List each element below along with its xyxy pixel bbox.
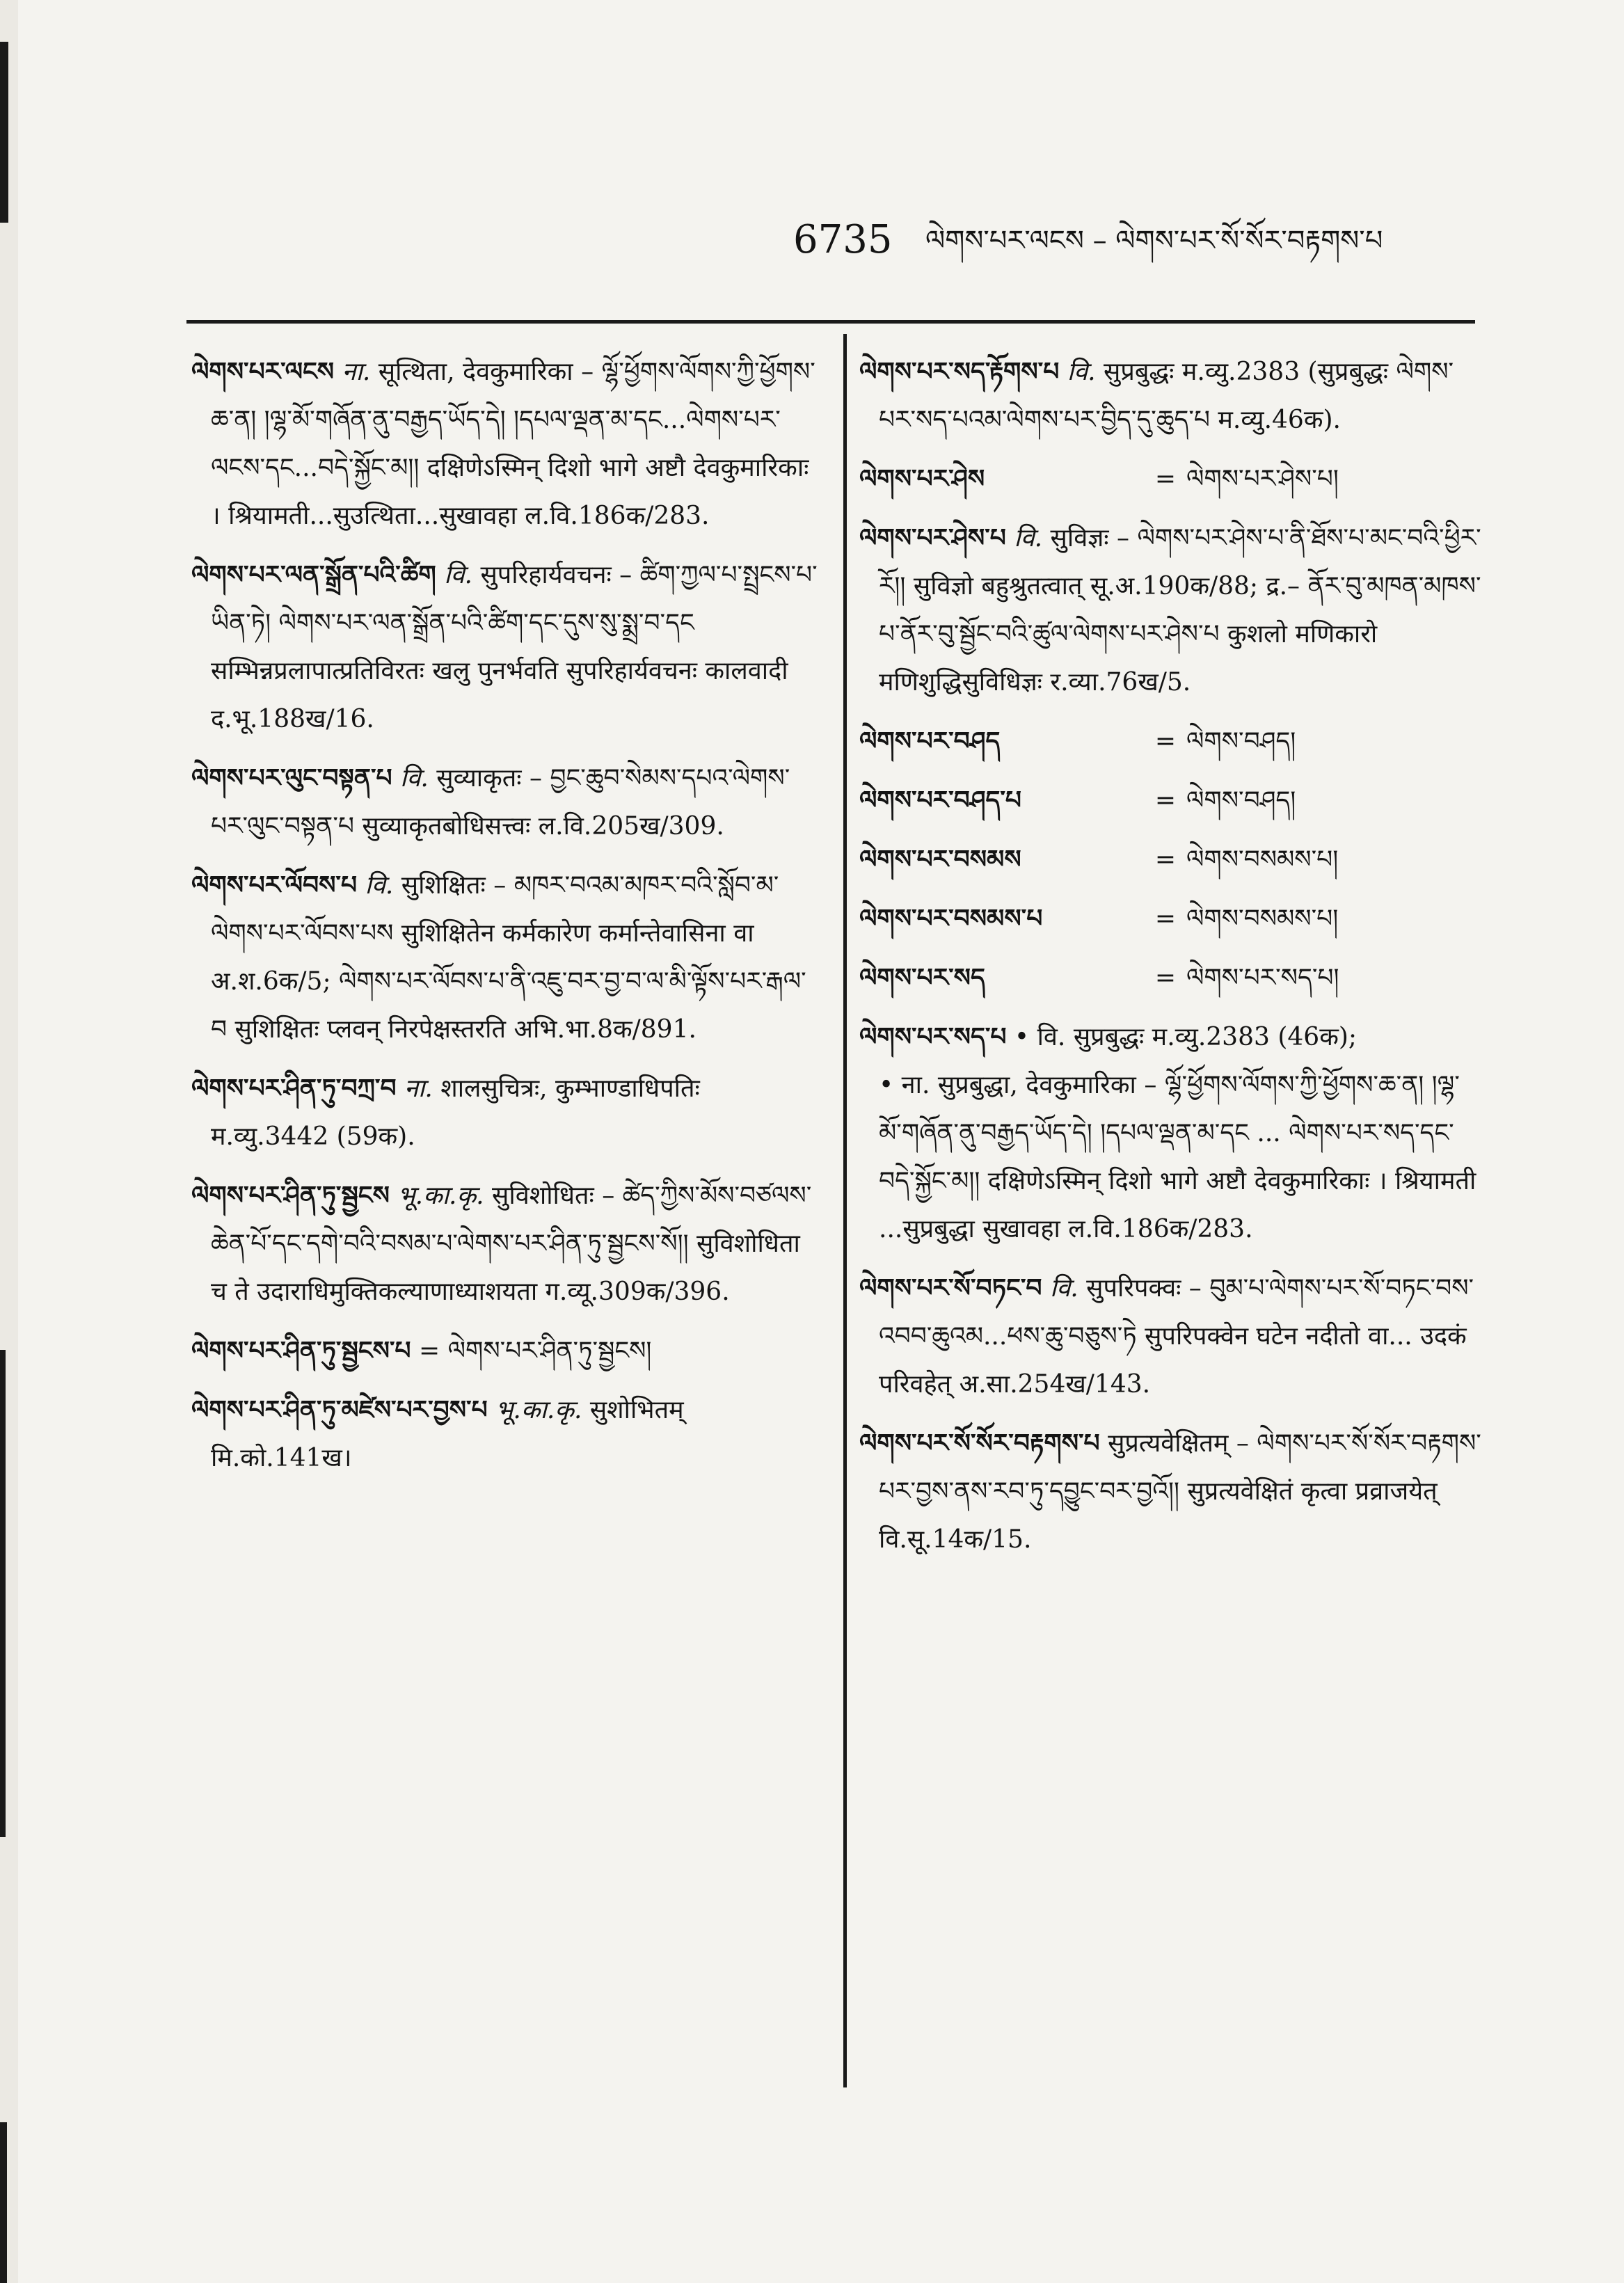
- entry-body: सुविशोधितः – ཚེད་ཀྱིས་མོས་བཙལས་ཆེན་པོ་དང་དགེ་བའི་བསམ་པ་ལེགས་པར་ཤིན་ཏུ་སྦྱངས་སོ།། सुविशोधिता च ते उदाराधिमुक्तिकल्याणाध्याशयता ग.व्यू.309क/396.: [211, 1182, 812, 1306]
- page-number: 6735: [793, 217, 893, 262]
- cross-reference-entry: [859, 836, 1482, 884]
- dictionary-entry: [191, 754, 821, 850]
- entry-grammar: ना.: [342, 358, 371, 386]
- entry-headword: ལེགས་པར་ལན་སྒྲོན་པའི་ཚིག: [191, 560, 436, 589]
- cross-reference-entry: [859, 777, 1482, 825]
- entry-grammar: वि.: [400, 764, 429, 793]
- dictionary-entry: [191, 1386, 821, 1482]
- xref-headword: ལེགས་པར་བཤད: [859, 726, 1001, 756]
- right-column: [859, 348, 1482, 1575]
- left-column: [191, 348, 821, 1493]
- xref-equals: =: [1154, 845, 1177, 874]
- binding-mark: [0, 2122, 7, 2283]
- running-head: ལེགས་པར་ལངས – ལེགས་པར་སོ་སོར་བརྟགས་པ: [925, 225, 1383, 257]
- xref-target: ལེགས་བསམས་པ།: [1186, 845, 1339, 874]
- xref-target: ལེགས་བསམས་པ།: [1186, 905, 1339, 933]
- entry-headword: ལེགས་པར་ཤིན་ཏུ་བཀྲ་བ: [191, 1074, 397, 1103]
- dictionary-entry: [859, 1013, 1482, 1253]
- entry-grammar: वि.: [1049, 1274, 1078, 1303]
- dictionary-entry: [859, 348, 1482, 444]
- cross-reference-entry: [859, 954, 1482, 1002]
- entry-grammar: ना.: [404, 1074, 433, 1103]
- entry-body: सुशोभितम् मि.को.141ख।: [211, 1396, 684, 1472]
- xref-equals: =: [1154, 465, 1177, 493]
- column-divider: [843, 334, 847, 2087]
- entry-headword: ལེགས་པར་ལངས: [191, 357, 335, 386]
- dictionary-entry: [859, 514, 1482, 706]
- entry-grammar: वि.: [444, 561, 473, 589]
- entry-body: सुपरिहार्यवचनः – ཚིག་ཀྱལ་པ་སྤྲངས་པ་ཡིན་ཏེ། ལེགས་པར་ལན་སྒྲོན་པའི་ཚིག་དང་དུས་སུ་སྨྲ་བ་དང सम्भिन्नप्रलापात्प्रतिविरतः खलु पुनर्भवति सुपरिहार्यवचनः कालवादी द.भू.188ख/16.: [211, 561, 818, 733]
- dictionary-entry: [191, 1327, 821, 1375]
- xref-equals: =: [1154, 727, 1177, 756]
- entry-headword: ལེགས་པར་སད་པ: [859, 1022, 1007, 1051]
- xref-headword: ལེགས་པར་བཤད་པ: [859, 786, 1021, 815]
- xref-target: ལེགས་བཤད།: [1186, 786, 1296, 815]
- xref-target: ལེགས་པར་ཤེས་པ།: [1186, 465, 1339, 493]
- entry-body: सूत्थिता, देवकुमारिका – ལྷོ་ཕྱོགས་ལོགས་ཀྱི་ཕྱོགས་ཆ་ན། །ལྷ་མོ་གཞོན་ནུ་བརྒྱད་ཡོད་དེ། །དཔལ་ལྡན་མ་དང...ལེགས་པར་ལངས་དང...བདེ་སྐྱོང་མ།། दक्षिणेऽस्मिन् दिशो भागे अष्टौ देवकुमारिकाः । श्रियामती...सुउत्थिता...सुखावहा ल.वि.186क/283.: [211, 358, 815, 530]
- xref-target: ལེགས་པར་སད་པ།: [1186, 964, 1339, 992]
- entry-body: • वि. सुप्रबुद्धः म.व्यु.2383 (46क); • ना. सुप्रबुद्धा, देवकुमारिका – ལྷོ་ཕྱོགས་ལོགས་ཀྱི་ཕྱོགས་ཆ་ན། །ལྷ་མོ་གཞོན་ནུ་བརྒྱད་ཡོད་དེ། །དཔལ་ལྡན་མ་དང ... ལེགས་པར་སད་དང་བདེ་སྐྱོང་མ།། दक्षिणेऽस्मिन् दिशो भागे अष्टौ देवकुमारिकाः । श्रियामती ...सुप्रबुद्धा सुखावहा ल.वि.186क/283.: [879, 1023, 1476, 1243]
- xref-target: ལེགས་བཤད།: [1186, 727, 1296, 756]
- cross-reference-entry: [859, 895, 1482, 943]
- dictionary-entry: [191, 551, 821, 743]
- xref-equals: =: [1154, 905, 1177, 933]
- header-rule: [186, 320, 1475, 324]
- entry-body: = ལེགས་པར་ཤིན་ཏུ་སྦྱངས།: [411, 1337, 652, 1365]
- entry-body: सुपरिपक्वः – བུམ་པ་ལེགས་པར་སོ་བཏང་བས་འབབ་ཆུའམ...ཕས་ཆུ་བཅུས་ཏེ सुपरिपक्वेन घटेन नदीतो वा... उदकं परिवहेत् अ.सा.254ख/143.: [879, 1274, 1474, 1399]
- entry-grammar: वि.: [1067, 358, 1096, 386]
- entry-grammar: भू.का.कृ.: [495, 1396, 582, 1424]
- entry-headword: ལེགས་པར་སོ་སོར་བརྟགས་པ: [859, 1429, 1100, 1458]
- entry-headword: ལེགས་པར་ཤིན་ཏུ་སྦྱངས: [191, 1181, 390, 1210]
- xref-headword: ལེགས་པར་ཤེས: [859, 464, 985, 493]
- binding-edge: [0, 0, 18, 2283]
- xref-headword: ལེགས་པར་བསམས་པ: [859, 904, 1043, 933]
- entry-headword: ལེགས་པར་ཤེས་པ: [859, 523, 1006, 552]
- entry-grammar: वि.: [365, 871, 394, 900]
- xref-headword: ལེགས་པར་བསམས: [859, 845, 1021, 874]
- dictionary-entry: [859, 1264, 1482, 1408]
- entry-headword: ལེགས་པར་ལོབས་པ: [191, 870, 358, 900]
- entry-headword: ལེགས་པར་ལུང་བསྟན་པ: [191, 763, 392, 793]
- cross-reference-entry: [859, 717, 1482, 765]
- binding-mark: [0, 1350, 6, 1837]
- xref-equals: =: [1154, 786, 1177, 815]
- xref-equals: =: [1154, 964, 1177, 992]
- dictionary-entry: [191, 861, 821, 1053]
- entry-grammar: वि.: [1014, 524, 1043, 552]
- dictionary-entry: [191, 1172, 821, 1316]
- page-header: [188, 212, 1475, 268]
- entry-headword: ལེགས་པར་ཤིན་ཏུ་སྦྱངས་པ: [191, 1336, 411, 1365]
- entry-headword: ལེགས་པར་ཤིན་ཏུ་མཛེས་པར་བྱས་པ: [191, 1395, 488, 1424]
- entry-body: शालसुचित्रः, कुम्भाण्डाधिपतिः म.व्यु.3442 (59क).: [211, 1074, 700, 1151]
- entry-headword: ལེགས་པར་སོ་བཏང་བ: [859, 1273, 1042, 1303]
- entry-body: सुप्रबुद्धः म.व्यु.2383 (सुप्रबुद्धः ལེགས་པར་སད་པའམ་ལེགས་པར་བྱིད་དུ་ཆུད་པ म.व्यु.46क).: [879, 358, 1454, 434]
- entry-grammar: भू.का.कृ.: [397, 1182, 484, 1210]
- binding-mark: [0, 42, 8, 223]
- dictionary-entry: [859, 1419, 1482, 1564]
- entry-body: सुशिक्षितः – མཁར་བའམ་མཁར་བའི་སློབ་མ་ལེགས་པར་ལོབས་པས सुशिक्षितेन कर्मकारेण कर्मान्तेवासिना वा अ.श.6क/5; ལེགས་པར་ལོབས་པ་ནི་འཇུ་བར་བྱ་བ་ལ་མི་ལྟོས་པར་རྒལ་བ सुशिक्षितः प्लवन् निरपेक्षस्तरति अभि.भा.8क/891.: [211, 871, 806, 1044]
- dictionary-entry: [191, 348, 821, 540]
- dictionary-entry: [191, 1065, 821, 1161]
- entry-body: सुव्याकृतः – བྱང་ཆུབ་སེམས་དཔའ་ལེགས་པར་ལུང་བསྟན་པ सुव्याकृतबोधिसत्त्वः ल.वि.205ख/309.: [211, 764, 790, 841]
- entry-headword: ལེགས་པར་སད་རྟོགས་པ: [859, 357, 1060, 386]
- entry-body: सुविज्ञः – ལེགས་པར་ཤེས་པ་ནི་ཐོས་པ་མང་བའི་ཕྱིར་རོ།། सुविज्ञो बहुश्रुतत्वात् सू.अ.190क/88; द्र.– ནོར་བུ་མཁན་མཁས་པ་ནོར་བུ་སྦྱོང་བའི་ཚུལ་ལེགས་པར་ཤེས་པ कुशलो मणिकारो मणिशुद्धिसुविधिज्ञः र.व्या.76ख/5.: [879, 524, 1481, 697]
- entry-body: सुप्रत्यवेक्षितम् – ལེགས་པར་སོ་སོར་བརྟགས་པར་བྱས་ནས་རབ་ཏུ་དབྱུང་བར་བྱའོ།། सुप्रत्यवेक्षितं कृत्वा प्रव्राजयेत् वि.सू.14क/15.: [879, 1429, 1481, 1554]
- xref-headword: ལེགས་པར་སད: [859, 963, 985, 992]
- cross-reference-entry: [859, 455, 1482, 503]
